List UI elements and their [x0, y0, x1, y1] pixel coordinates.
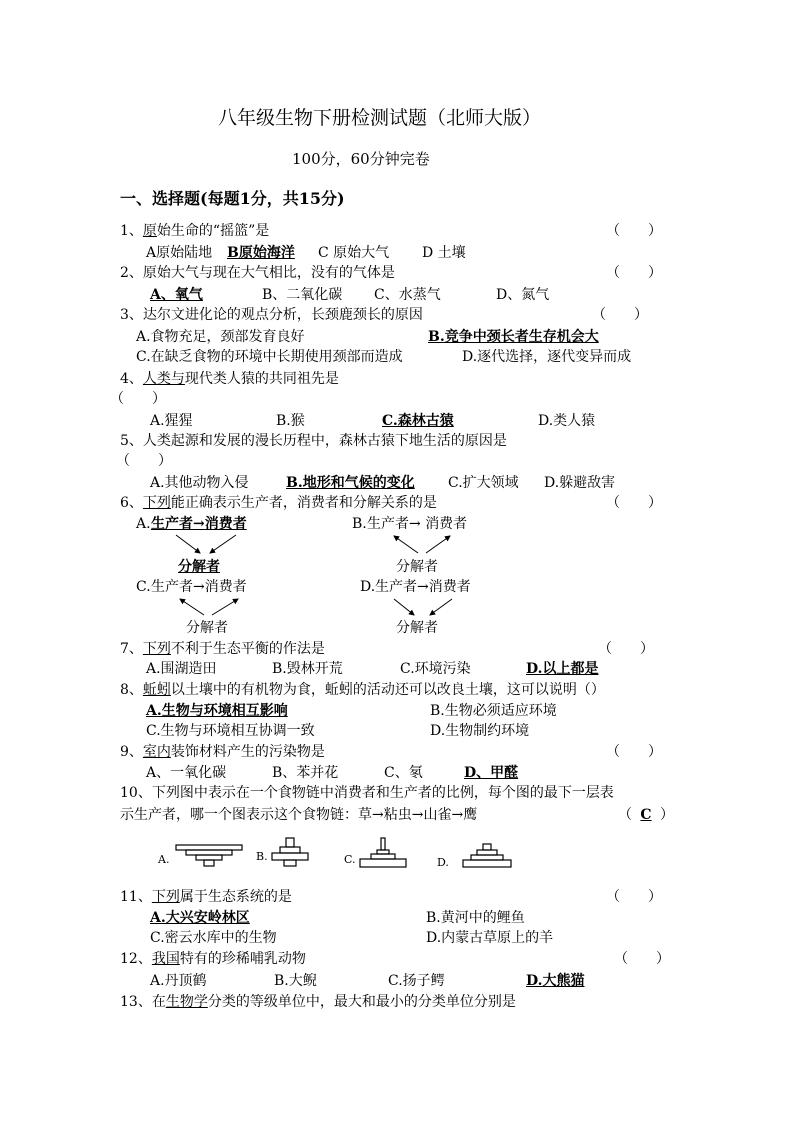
q6-diagram-c-label: C.	[136, 579, 151, 595]
q11-option-b: B.黄河中的鲤鱼	[426, 910, 525, 926]
pyramid-c-tier-top	[381, 838, 385, 850]
answer-paren-1: （ ）	[606, 223, 662, 239]
question-6-stem: 6、下列能正确表示生产者，消费者和分解关系的是	[120, 495, 437, 511]
q11-option-c: C.密云水库中的生物	[150, 930, 277, 946]
q10-figure-d-label: D.	[437, 856, 449, 869]
question-4-stem: 4、人类与现代类人猿的共同祖先是	[120, 371, 339, 387]
question-11-stem: 11、下列属于生态系统的是	[120, 889, 292, 905]
q2-option-c: C、水蒸气	[374, 287, 441, 303]
answer-paren-2: （ ）	[606, 265, 662, 281]
q6-diagram-a-chain: 生产者→消费者	[151, 516, 247, 532]
q9-option-a: A、一氧化碳	[146, 765, 227, 781]
q3-option-c: C.在缺乏食物的环境中长期使用颈部而造成	[136, 349, 403, 365]
answer-paren-11: （ ）	[606, 889, 662, 905]
pyramid-b-tier-low	[272, 853, 308, 860]
q6-diagram-b-decomposer: 分解者	[396, 559, 438, 575]
q2-option-d: D、氮气	[496, 287, 550, 303]
pyramid-c-tier-low	[371, 854, 395, 859]
q5-option-d: D.躲避敌害	[544, 475, 616, 491]
q1-option-b: B原始海洋	[227, 245, 295, 261]
q8-option-b: B.生物必须适应环境	[430, 703, 557, 719]
answer-paren-5: （ ）	[116, 453, 172, 469]
page-subtitle: 100分，60分钟完卷	[292, 150, 430, 168]
pyramid-d-tier-low	[471, 855, 503, 860]
q8-option-d: D.生物制约环境	[430, 723, 530, 739]
answer-paren-3: （ ）	[592, 307, 648, 323]
q12-option-c: C.扬子鳄	[388, 973, 445, 989]
answer-paren-7: （ ）	[598, 641, 654, 657]
question-3-stem: 3、达尔文进化论的观点分析，长颈鹿颈长的原因	[120, 307, 423, 323]
q6-diagram-d-chain: 生产者→消费者	[375, 579, 471, 595]
q12-option-b: B.大鲵	[274, 973, 317, 989]
q5-option-b: B.地形和气候的变化	[286, 475, 415, 491]
section-heading: 一、选择题(每题1分，共15分)	[120, 189, 345, 208]
pyramid-d-tier-mid	[477, 850, 497, 855]
q5-option-a: A.其他动物入侵	[150, 475, 249, 491]
q10-figure-a-label: A.	[158, 853, 170, 866]
q11-option-a: A.大兴安岭林区	[150, 910, 250, 926]
q4-option-a: A.猩猩	[150, 413, 193, 429]
pyramid-a-tier-mid	[186, 850, 232, 855]
q1-option-c: C 原始大气	[318, 245, 390, 261]
q6-diagram-b-label: B.	[352, 516, 367, 532]
question-5-stem: 5、人类起源和发展的漫长历程中，森林古猿下地生活的原因是	[120, 433, 507, 449]
q9-option-d: D、甲醛	[464, 765, 519, 781]
question-10-line1: 10、下列图中表示在一个食物链中消费者和生产者的比例，每个图的最下一层表	[120, 785, 614, 801]
q3-option-d: D.逐代选择，逐代变异而成	[462, 349, 632, 365]
question-10-line2: 示生产者，哪一个图表示这个食物链：草→粘虫→山雀→鹰	[120, 807, 478, 823]
q7-option-d: D.以上都是	[526, 661, 599, 677]
q12-option-d: D.大熊猫	[526, 973, 585, 989]
q7-option-c: C.环境污染	[400, 661, 471, 677]
pyramid-b-tier-mid	[280, 847, 300, 853]
pyramid-a-tier-base	[204, 860, 214, 866]
q11-option-d: D.内蒙古草原上的羊	[426, 930, 554, 946]
q6-diagram-a-decomposer: 分解者	[178, 559, 220, 575]
pyramid-b-tier-base	[284, 860, 296, 866]
q5-option-c: C.扩大领域	[448, 475, 519, 491]
q2-option-b: B、二氧化碳	[262, 287, 343, 303]
q8-option-c: C.生物与环境相互协调一致	[146, 723, 315, 739]
question-12-stem: 12、我国特有的珍稀哺乳动物	[120, 951, 306, 967]
q10-figure-c-label: C.	[344, 853, 356, 866]
pyramid-c-tier-base	[360, 859, 406, 867]
q3-option-b: B.竞争中颈长者生存机会大	[428, 329, 599, 345]
question-2-stem: 2、原始大气与现在大气相比，没有的气体是	[120, 265, 395, 281]
q12-option-a: A.丹顶鹤	[150, 973, 207, 989]
page-title: 八年级生物下册检测试题（北师大版）	[218, 107, 542, 129]
q7-option-b: B.毁林开荒	[272, 661, 343, 677]
q10-answer: C	[640, 807, 652, 823]
pyramid-b-tier-top	[286, 838, 294, 847]
q9-option-c: C、氡	[384, 765, 423, 781]
q1-option-a: A原始陆地	[146, 245, 213, 261]
q1-option-d: D 土壤	[422, 245, 466, 261]
answer-paren-4: （ ）	[110, 391, 166, 407]
answer-paren-10: （ C ）	[618, 807, 674, 823]
pyramid-a-tier-low	[196, 855, 222, 860]
question-7-stem: 7、下列不利于生态平衡的作法是	[120, 641, 325, 657]
answer-paren-12: （ ）	[614, 951, 670, 967]
q8-option-a: A.生物与环境相互影响	[146, 703, 288, 719]
q6-diagram-b-chain: 生产者→ 消费者	[367, 516, 468, 532]
q6-diagram-c-decomposer: 分解者	[186, 620, 228, 636]
q4-option-b: B.猴	[276, 413, 305, 429]
question-8-stem: 8、蚯蚓以土壤中的有机物为食，蚯蚓的活动还可以改良土壤，这可以说明（）	[120, 682, 605, 698]
q10-figure-b-label: B.	[256, 850, 268, 863]
answer-paren-6: （ ）	[606, 495, 662, 511]
pyramid-d-tier-base	[463, 860, 511, 867]
q4-option-c: C.森林古猿	[382, 413, 454, 429]
q6-diagram-a-label: A.	[136, 516, 151, 532]
q9-option-b: B、苯并花	[272, 765, 339, 781]
pyramid-d-tier-top	[483, 844, 491, 850]
q6-diagram-c-chain: 生产者→消费者	[151, 579, 247, 595]
pyramid-a-tier-top	[176, 845, 242, 850]
q2-option-a: A、氧气	[150, 287, 203, 303]
question-13-stem: 13、在生物学分类的等级单位中，最大和最小的分类单位分别是	[120, 994, 516, 1010]
q3-option-a: A.食物充足，颈部发育良好	[136, 329, 305, 345]
q6-diagram-d-label: D.	[360, 579, 376, 595]
q4-option-d: D.类人猿	[538, 413, 596, 429]
question-1-stem: 1、原始生命的“摇篮”是	[120, 223, 270, 239]
q6-diagram-d-decomposer: 分解者	[396, 620, 438, 636]
q7-option-a: A.围湖造田	[146, 661, 217, 677]
answer-paren-9: （ ）	[606, 744, 662, 760]
question-9-stem: 9、室内装饰材料产生的污染物是	[120, 744, 325, 760]
